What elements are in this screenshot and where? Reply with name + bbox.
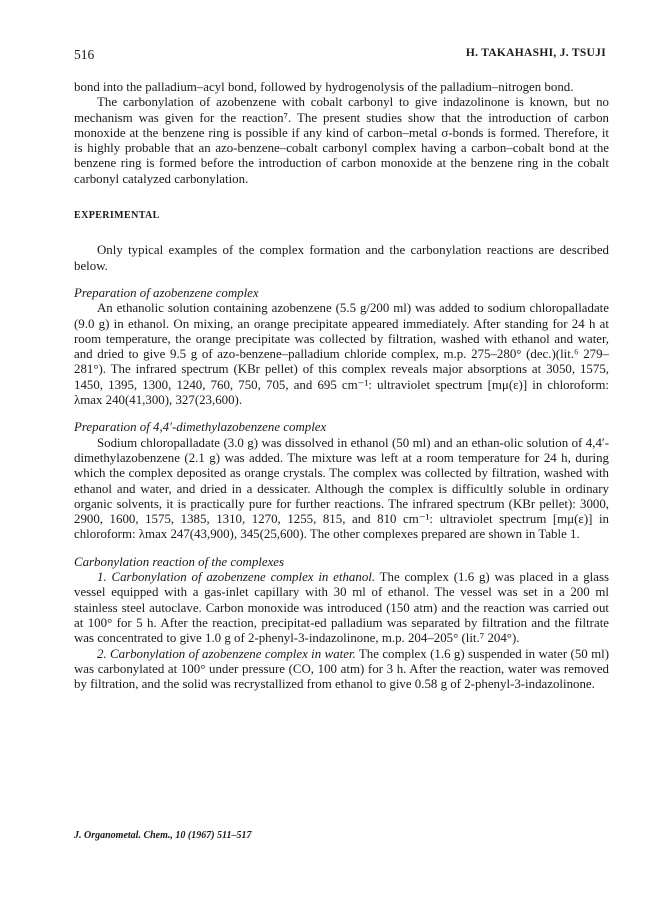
article-body: [74, 80, 609, 692]
subsection-title-dimethylazobenzene-complex: Preparation of 4,4′-dimethylazobenzene complex: [74, 420, 327, 435]
paragraph-dimethylazobenzene-complex: Sodium chloropalladate (3.0 g) was dissolved in ethanol (50 ml) and an ethan-olic solution of 4,4′-dimethylazobenzene (2.1 g) was added. The mixture was left at a room temperature for 24 h, during which the complex deposited as orange crystals. The complex was collected by filtration, washed with ethanol and water, and dried in a dessicater. Although the complex is difficultly soluble in ordinary organic solvents, it is practically pure for further reactions. The infrared spectrum (KBr pellet): 3000, 2900, 1600, 1575, 1385, 1310, 1270, 1255, 815, and 810 cm⁻¹: ultraviolet spectrum [mμ(ε)] in chloroform: λmax 247(43,900), 345(25,600). The other complexes prepared are shown in Table 1.: [74, 435, 609, 542]
journal-citation-footer: J. Organometal. Chem., 10 (1967) 511–517: [74, 830, 252, 841]
item-text-ethanol: The complex (1.6 g) was placed in a glass vessel equipped with a gas-inlet capillary with 30 ml of ethanol. The vessel was set in a 200 ml stainless steel autoclave. Carbon monoxide was introduced (150 atm) and the reaction was carried out at 100° for 5 h. After the reaction, precipitat-ed palladium was separated by filtration and the filtrate was concentrated to give 1.0 g of 2-phenyl-3-indazolinone, m.p. 204–205° (lit.⁷ 204°).: [74, 570, 609, 646]
subsection-title-azobenzene-complex: Preparation of azobenzene complex: [74, 285, 259, 300]
intro-paragraph-2: The carbonylation of azobenzene with cobalt carbonyl to give indazolinone is known, but no mechanism was given for the reaction⁷. The present studies show that the introduction of carbon monoxide at the benzene ring is possible if any kind of carbon–metal σ-bonds is formed. Therefore, it is highly probable that an azo-benzene–cobalt carbonyl complex having a carbon–cobalt bond at the benzene ring is formed before the introduction of carbon monoxide at the benzene ring in the cobalt carbonyl catalyzed carbonylation.: [74, 95, 609, 186]
paragraph-carbonylation-water: [74, 647, 609, 693]
item-title-water: 2. Carbonylation of azobenzene complex in water.: [97, 646, 356, 661]
running-authors: H. TAKAHASHI, J. TSUJI: [465, 47, 606, 59]
section-heading-experimental: EXPERIMENTAL: [74, 210, 160, 222]
item-text-water: The complex (1.6 g) suspended in water (50 ml) was carbonylated at 100° under pressure (CO, 100 atm) for 3 h. After the reaction, water was removed by filtration, and the solid was recrystallized from ethanol to give 0.58 g of 2-phenyl-3-indazolinone.: [74, 646, 609, 692]
item-title-ethanol: 1. Carbonylation of azobenzene complex in ethanol.: [97, 570, 376, 585]
page-number: 516: [74, 47, 95, 62]
experimental-lead-paragraph: Only typical examples of the complex formation and the carbonylation reactions are described below.: [74, 243, 609, 273]
intro-paragraph-1: bond into the palladium–acyl bond, followed by hydrogenolysis of the palladium–nitrogen bond.: [74, 80, 574, 94]
subsection-title-carbonylation: Carbonylation reaction of the complexes: [74, 554, 285, 569]
paragraph-azobenzene-complex: An ethanolic solution containing azobenzene (5.5 g/200 ml) was added to sodium chloropalladate (9.0 g) in ethanol. On mixing, an orange precipitate appeared immediately. After standing for 24 h at room temperature, the orange precipitate was collected by filtration, washed with ethanol and water, and dried to give 9.5 g of azo-benzene–palladium chloride complex, m.p. 275–280° (dec.)(lit.⁶ 279–281°). The infrared spectrum (KBr pellet) of this complex reveals major absorptions at 3050, 1575, 1450, 1395, 1300, 1240, 760, 750, 705, and 695 cm⁻¹: ultraviolet spectrum [mμ(ε)] in chloroform: λmax 240(41,300), 327(23,600).: [74, 301, 609, 408]
paragraph-carbonylation-ethanol: [74, 570, 609, 646]
running-header: [74, 47, 606, 65]
